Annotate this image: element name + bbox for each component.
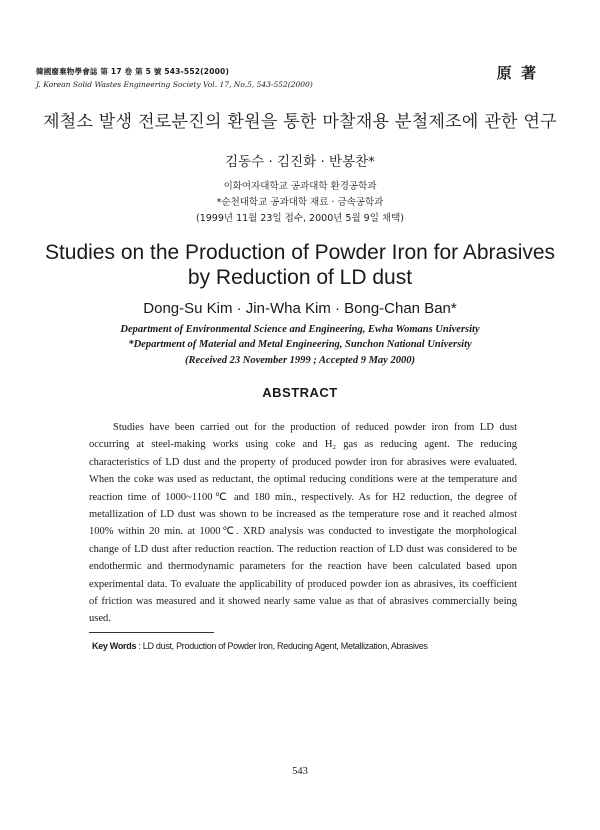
- keywords-line: [92, 641, 532, 651]
- korean-affiliation-2: *순천대학교 공과대학 재료 · 금속공학과: [216, 197, 384, 208]
- english-received-dates: (Received 23 November 1999 ; Accepted 9 May 2000): [185, 355, 415, 366]
- korean-authors: 김동수 · 김진화 · 반봉찬*: [225, 154, 375, 170]
- journal-header: [36, 66, 416, 89]
- english-authors: Dong-Su Kim · Jin-Wha Kim · Bong-Chan Ban*: [143, 300, 457, 317]
- footnote-divider: [89, 632, 214, 633]
- abstract-body: Studies have been carried out for the production of reduced powder iron from LD dust occurring at steel-making works using coke and H₂ gas as reducing agent. The reducing characteristics of LD dust and the property of produced powder iron for abrasives were evaluated. When the coke was used as reductant, the optimal reducing conditions were at the temperature and reaction time of 1000~1100℃ and 180 min., respectively. As for H2 reduction, the degree of metallization of LD dust was shown to be increased as the temperature rose and it reached almost 100% within 20 min. at 1000℃. XRD analysis was conducted to investigate the morphological change of LD dust after reduction reaction. The reduction reaction of LD dust was considered to be endothermic and thermodynamic parameters for the reaction have been calculated based upon experimental data. To evaluate the applicability of produced powder ion as abrasives, its coefficient of friction was measured and it showed nearly same value as that of abrasives commercially being used.: [89, 422, 517, 625]
- journal-citation-korean: 韓國廢棄物學會誌 第 17 卷 第 5 號 543-552(2000): [36, 67, 230, 76]
- english-affiliation-1: Department of Environmental Science and Engineering, Ewha Womans University: [120, 324, 480, 335]
- article-type-label: 原 著: [496, 64, 538, 82]
- english-affiliation-2: *Department of Material and Metal Engineering, Sunchon National University: [128, 339, 472, 350]
- journal-citation-english: J. Korean Solid Wastes Engineering Society Vol. 17, No.5, 543-552(2000): [36, 80, 313, 89]
- keywords-label: Key Words: [92, 641, 137, 651]
- english-title-line-2: by Reduction of LD dust: [187, 266, 413, 289]
- korean-affiliation-1: 이화여자대학교 공과대학 환경공학과: [223, 181, 377, 192]
- english-title-line-1: Studies on the Production of Powder Iron for Abrasives: [44, 241, 556, 264]
- keywords-list: LD dust, Production of Powder Iron, Reducing Agent, Metallization, Abrasives: [142, 641, 428, 651]
- korean-received-dates: (1999년 11월 23일 접수, 2000년 5월 9일 채택): [196, 213, 404, 224]
- page-number: 543: [292, 766, 308, 777]
- english-title: [0, 240, 600, 290]
- abstract-heading: ABSTRACT: [262, 385, 338, 400]
- korean-title: 제철소 발생 전로분진의 환원을 통한 마찰재용 분철제조에 관한 연구: [43, 112, 557, 132]
- keywords-separator: :: [136, 641, 143, 651]
